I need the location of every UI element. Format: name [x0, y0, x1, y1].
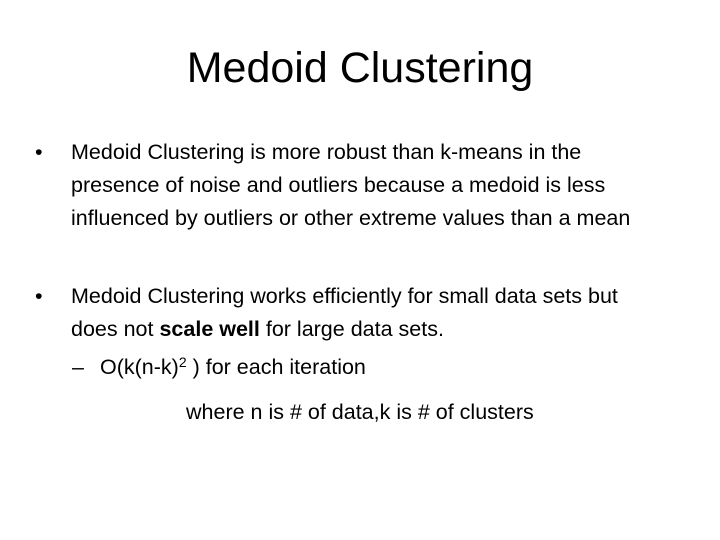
slide-title: Medoid Clustering — [186, 44, 534, 92]
dash-icon: – — [72, 355, 84, 379]
superscript: 2 — [178, 354, 187, 370]
bullet-icon: • — [35, 284, 43, 308]
bullet-text — [71, 280, 665, 346]
bullet-icon: • — [35, 140, 43, 164]
bullet-text: Medoid Clustering is more robust than k-means in the presence of noise and outliers because a medoid is less influenced by outliers or other extreme values than a mean — [71, 140, 631, 230]
complexity-text-suffix: ) for each iteration — [186, 355, 366, 379]
sub-bullet-item — [72, 351, 672, 384]
variable-note: where n is # of data,k is # of clusters — [186, 400, 534, 424]
emphasis-text: scale well — [159, 317, 260, 341]
bullet-item — [35, 136, 665, 235]
complexity-text: O(k(n-k) — [100, 355, 179, 379]
bullet-text-part: for large data sets. — [259, 317, 444, 341]
bullet-item — [35, 280, 665, 346]
bullet-text-part: Medoid Clustering works efficiently for small data sets but does not — [71, 284, 618, 341]
